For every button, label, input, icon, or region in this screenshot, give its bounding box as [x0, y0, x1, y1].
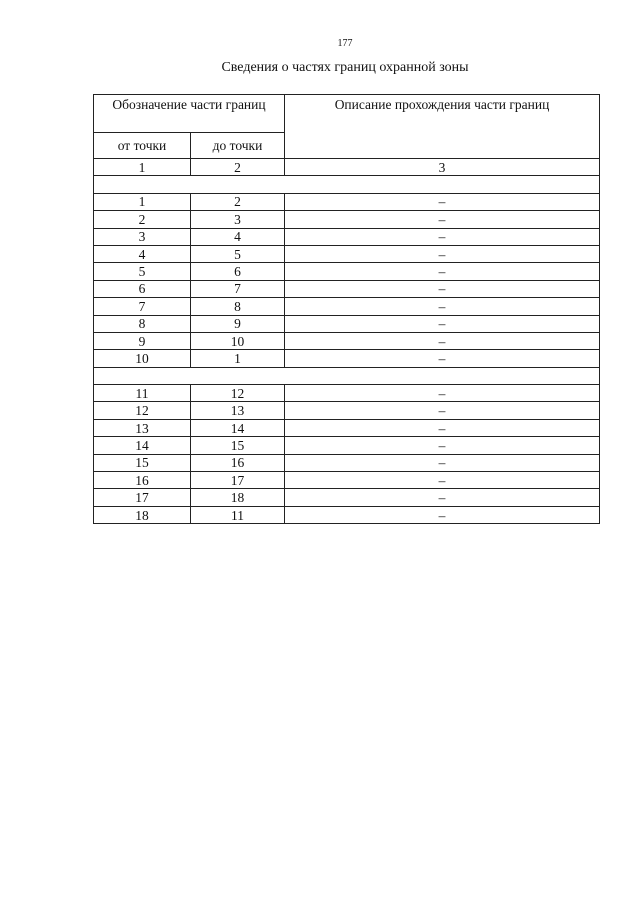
description-cell: –	[285, 419, 600, 436]
column-number-2: 2	[191, 159, 285, 176]
to-point-cell: 4	[191, 228, 285, 245]
header-row	[94, 95, 600, 133]
section-separator-row	[94, 176, 600, 193]
description-cell: –	[285, 298, 600, 315]
table-row	[94, 402, 600, 419]
header-boundary-designation: Обозначение части границ	[94, 95, 285, 133]
table-row	[94, 454, 600, 471]
table-row	[94, 211, 600, 228]
to-point-cell: 9	[191, 315, 285, 332]
to-point-cell: 7	[191, 280, 285, 297]
to-point-cell: 3	[191, 211, 285, 228]
to-point-cell: 18	[191, 489, 285, 506]
to-point-cell: 1	[191, 350, 285, 367]
to-point-cell: 6	[191, 263, 285, 280]
table-row	[94, 419, 600, 436]
to-point-cell: 11	[191, 506, 285, 523]
from-point-cell: 12	[94, 402, 191, 419]
description-cell: –	[285, 350, 600, 367]
document-title: Сведения о частях границ охранной зоны	[221, 60, 469, 75]
table-row	[94, 280, 600, 297]
to-point-cell: 8	[191, 298, 285, 315]
table-row	[94, 350, 600, 367]
to-point-cell: 17	[191, 472, 285, 489]
page-number: 177	[337, 38, 353, 49]
table-row	[94, 506, 600, 523]
from-point-cell: 7	[94, 298, 191, 315]
description-cell: –	[285, 437, 600, 454]
description-cell: –	[285, 193, 600, 210]
from-point-cell: 8	[94, 315, 191, 332]
table-row	[94, 385, 600, 402]
from-point-cell: 13	[94, 419, 191, 436]
to-point-cell: 16	[191, 454, 285, 471]
boundary-parts-table	[93, 94, 600, 524]
section-1-separator	[94, 176, 600, 193]
to-point-cell: 14	[191, 419, 285, 436]
description-cell: –	[285, 245, 600, 262]
description-cell: –	[285, 315, 600, 332]
from-point-cell: 11	[94, 385, 191, 402]
table-row	[94, 263, 600, 280]
table-row	[94, 472, 600, 489]
from-point-cell: 14	[94, 437, 191, 454]
from-point-cell: 1	[94, 193, 191, 210]
to-point-cell: 13	[191, 402, 285, 419]
section-2-separator	[94, 367, 600, 384]
to-point-cell: 12	[191, 385, 285, 402]
column-number-row	[94, 159, 600, 176]
from-point-cell: 3	[94, 228, 191, 245]
header-to-point: до точки	[191, 133, 285, 159]
from-point-cell: 5	[94, 263, 191, 280]
description-cell: –	[285, 332, 600, 349]
table-row	[94, 245, 600, 262]
description-cell: –	[285, 489, 600, 506]
from-point-cell: 10	[94, 350, 191, 367]
from-point-cell: 18	[94, 506, 191, 523]
to-point-cell: 5	[191, 245, 285, 262]
table-row	[94, 489, 600, 506]
table-row	[94, 332, 600, 349]
description-cell: –	[285, 211, 600, 228]
column-number-1: 1	[94, 159, 191, 176]
header-boundary-description: Описание прохождения части границ	[285, 95, 600, 159]
description-cell: –	[285, 228, 600, 245]
description-cell: –	[285, 385, 600, 402]
description-cell: –	[285, 506, 600, 523]
table-row	[94, 228, 600, 245]
table-row	[94, 437, 600, 454]
from-point-cell: 17	[94, 489, 191, 506]
from-point-cell: 9	[94, 332, 191, 349]
section-separator-row	[94, 367, 600, 384]
description-cell: –	[285, 402, 600, 419]
to-point-cell: 10	[191, 332, 285, 349]
from-point-cell: 15	[94, 454, 191, 471]
from-point-cell: 6	[94, 280, 191, 297]
description-cell: –	[285, 280, 600, 297]
from-point-cell: 2	[94, 211, 191, 228]
header-from-point: от точки	[94, 133, 191, 159]
from-point-cell: 4	[94, 245, 191, 262]
table-row	[94, 298, 600, 315]
description-cell: –	[285, 263, 600, 280]
to-point-cell: 2	[191, 193, 285, 210]
from-point-cell: 16	[94, 472, 191, 489]
description-cell: –	[285, 472, 600, 489]
to-point-cell: 15	[191, 437, 285, 454]
column-number-3: 3	[285, 159, 600, 176]
description-cell: –	[285, 454, 600, 471]
table-row	[94, 193, 600, 210]
table-row	[94, 315, 600, 332]
